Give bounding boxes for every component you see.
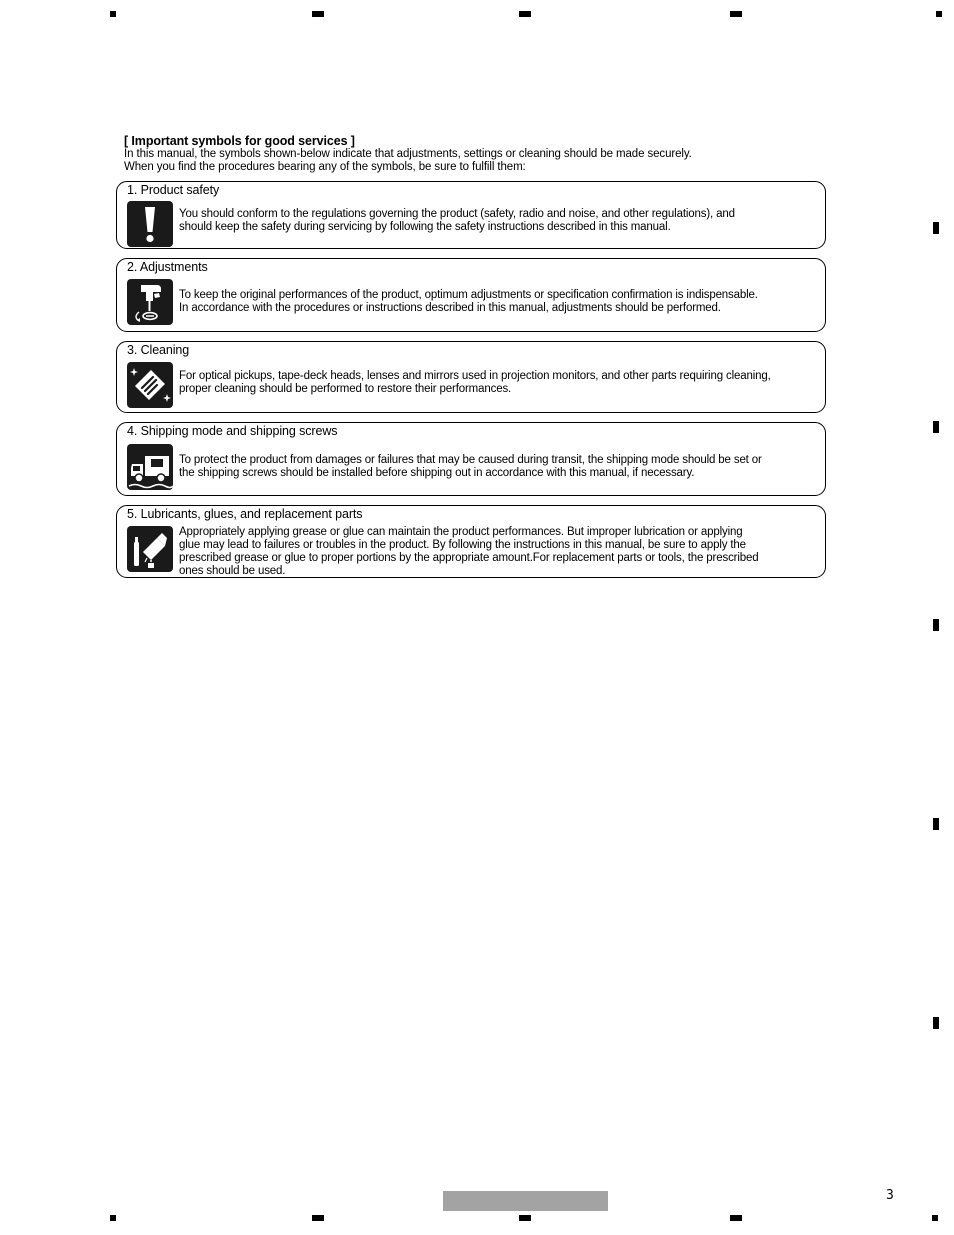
registration-mark: [932, 1215, 938, 1221]
registration-mark: [312, 1215, 324, 1221]
symbol-box-cleaning: [116, 341, 826, 413]
box-title: 5. Lubricants, glues, and replacement parts: [127, 507, 363, 521]
registration-mark: [519, 11, 531, 17]
intro-header: [124, 134, 824, 174]
shipping-truck-icon: [127, 444, 173, 490]
registration-mark: [519, 1215, 531, 1221]
registration-mark: [730, 1215, 742, 1221]
side-mark: [933, 421, 939, 433]
side-mark: [933, 1017, 939, 1029]
box-text: To protect the product from damages or failures that may be caused during transit, the shipping mode should be set or the shipping screws should be installed before shipping out in accordance with this manual, if necessary.: [179, 454, 762, 479]
side-mark: [933, 619, 939, 631]
symbol-box-shipping: [116, 422, 826, 496]
registration-mark: [730, 11, 742, 17]
registration-mark: [110, 11, 116, 17]
symbol-box-adjustments: [116, 258, 826, 332]
box-title: 1. Product safety: [127, 183, 220, 197]
intro-text: In this manual, the symbols shown-below indicate that adjustments, settings or cleaning should be made securely.: [124, 148, 692, 160]
box-text: Appropriately applying grease or glue can maintain the product performances. But improper lubrication or applying glue may lead to failures or troubles in the product. By following the instructions in this manual, be sure to apply the prescribed grease or glue to proper portions by the appropriate amount.For replacement parts or tools, the prescribed ones should be used.: [179, 526, 759, 577]
box-text: You should conform to the regulations governing the product (safety, radio and noise, and other regulations), and should keep the safety during servicing by following the safety instructions described in this manual.: [179, 208, 735, 233]
box-text: To keep the original performances of the product, optimum adjustments or specification confirmation is indispensable. In accordance with the procedures or instructions described in this manual, adjustments should be performed.: [179, 289, 758, 314]
registration-mark: [110, 1215, 116, 1221]
registration-mark: [312, 11, 324, 17]
cleaning-cloth-icon: [127, 362, 173, 408]
intro-text: When you find the procedures bearing any of the symbols, be sure to fulfill them:: [124, 161, 526, 173]
footer-bar: [443, 1191, 608, 1211]
lubricant-spray-icon: [127, 526, 173, 572]
box-title: 3. Cleaning: [127, 343, 190, 357]
side-mark: [933, 818, 939, 830]
exclamation-icon: [127, 201, 173, 247]
box-text: For optical pickups, tape-deck heads, lenses and mirrors used in projection monitors, and other parts requiring cleaning, proper cleaning should be performed to restore their performances.: [179, 370, 771, 395]
page-number: 3: [886, 1188, 894, 1203]
symbol-box-product-safety: [116, 181, 826, 249]
adjustment-screwdriver-icon: [127, 279, 173, 325]
registration-mark: [936, 11, 942, 17]
box-title: 2. Adjustments: [127, 260, 208, 274]
side-mark: [933, 222, 939, 234]
section-heading: [ Important symbols for good services ]: [124, 134, 355, 148]
symbol-box-lubricants: [116, 505, 826, 578]
box-title: 4. Shipping mode and shipping screws: [127, 424, 338, 438]
